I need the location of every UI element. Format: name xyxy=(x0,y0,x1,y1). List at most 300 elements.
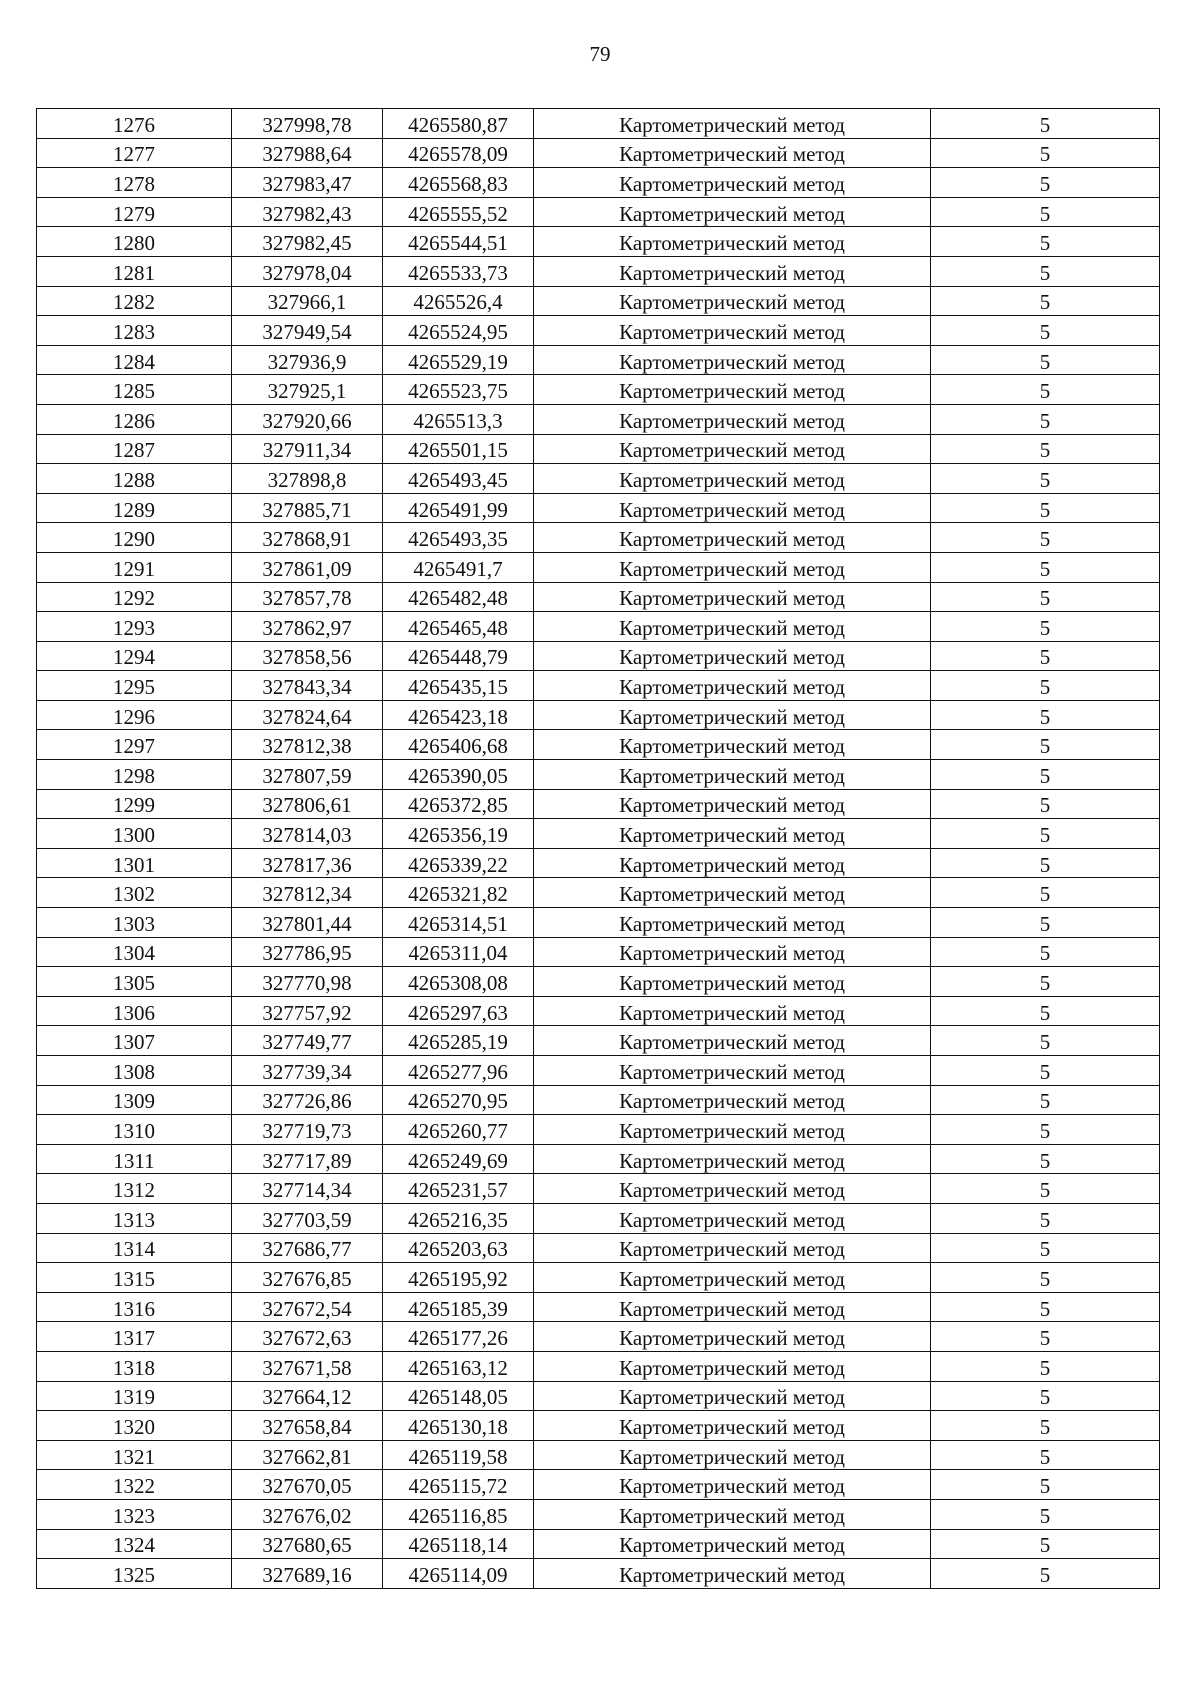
x-coordinate-cell: 327988,64 xyxy=(232,138,383,168)
point-number-cell: 1307 xyxy=(37,1026,232,1056)
x-coordinate-cell: 327757,92 xyxy=(232,996,383,1026)
value-cell: 5 xyxy=(931,493,1160,523)
x-coordinate-cell: 327966,1 xyxy=(232,286,383,316)
point-number-cell: 1293 xyxy=(37,612,232,642)
x-coordinate-cell: 327925,1 xyxy=(232,375,383,405)
value-cell: 5 xyxy=(931,1056,1160,1086)
method-cell: Картометрический метод xyxy=(534,937,931,967)
table-row xyxy=(37,996,1160,1026)
table-row xyxy=(37,1411,1160,1441)
method-cell: Картометрический метод xyxy=(534,641,931,671)
value-cell: 5 xyxy=(931,582,1160,612)
page-number: 79 xyxy=(589,42,611,66)
x-coordinate-cell: 327739,34 xyxy=(232,1056,383,1086)
method-cell: Картометрический метод xyxy=(534,1292,931,1322)
table-row xyxy=(37,109,1160,139)
method-cell: Картометрический метод xyxy=(534,878,931,908)
x-coordinate-cell: 327658,84 xyxy=(232,1411,383,1441)
point-number-cell: 1296 xyxy=(37,700,232,730)
value-cell: 5 xyxy=(931,612,1160,642)
value-cell: 5 xyxy=(931,996,1160,1026)
table-row xyxy=(37,493,1160,523)
method-cell: Картометрический метод xyxy=(534,1263,931,1293)
table-row xyxy=(37,1026,1160,1056)
method-cell: Картометрический метод xyxy=(534,168,931,198)
point-number-cell: 1295 xyxy=(37,671,232,701)
y-coordinate-cell: 4265448,79 xyxy=(383,641,534,671)
method-cell: Картометрический метод xyxy=(534,1411,931,1441)
y-coordinate-cell: 4265130,18 xyxy=(383,1411,534,1441)
method-cell: Картометрический метод xyxy=(534,1056,931,1086)
point-number-cell: 1319 xyxy=(37,1381,232,1411)
value-cell: 5 xyxy=(931,1499,1160,1529)
x-coordinate-cell: 327982,43 xyxy=(232,197,383,227)
point-number-cell: 1322 xyxy=(37,1470,232,1500)
value-cell: 5 xyxy=(931,345,1160,375)
table-row xyxy=(37,908,1160,938)
point-number-cell: 1310 xyxy=(37,1115,232,1145)
x-coordinate-cell: 327676,02 xyxy=(232,1499,383,1529)
value-cell: 5 xyxy=(931,227,1160,257)
value-cell: 5 xyxy=(931,464,1160,494)
table-row xyxy=(37,1085,1160,1115)
point-number-cell: 1277 xyxy=(37,138,232,168)
table-row xyxy=(37,138,1160,168)
x-coordinate-cell: 327676,85 xyxy=(232,1263,383,1293)
point-number-cell: 1316 xyxy=(37,1292,232,1322)
x-coordinate-cell: 327920,66 xyxy=(232,404,383,434)
table-row xyxy=(37,1440,1160,1470)
method-cell: Картометрический метод xyxy=(534,1233,931,1263)
value-cell: 5 xyxy=(931,1233,1160,1263)
table-row xyxy=(37,612,1160,642)
point-number-cell: 1283 xyxy=(37,316,232,346)
value-cell: 5 xyxy=(931,848,1160,878)
value-cell: 5 xyxy=(931,375,1160,405)
point-number-cell: 1304 xyxy=(37,937,232,967)
method-cell: Картометрический метод xyxy=(534,345,931,375)
y-coordinate-cell: 4265311,04 xyxy=(383,937,534,967)
method-cell: Картометрический метод xyxy=(534,138,931,168)
x-coordinate-cell: 327786,95 xyxy=(232,937,383,967)
value-cell: 5 xyxy=(931,1026,1160,1056)
y-coordinate-cell: 4265116,85 xyxy=(383,1499,534,1529)
table-row xyxy=(37,1292,1160,1322)
value-cell: 5 xyxy=(931,1381,1160,1411)
y-coordinate-cell: 4265216,35 xyxy=(383,1203,534,1233)
method-cell: Картометрический метод xyxy=(534,1203,931,1233)
x-coordinate-cell: 327670,05 xyxy=(232,1470,383,1500)
y-coordinate-cell: 4265115,72 xyxy=(383,1470,534,1500)
x-coordinate-cell: 327862,97 xyxy=(232,612,383,642)
table-row xyxy=(37,523,1160,553)
method-cell: Картометрический метод xyxy=(534,730,931,760)
y-coordinate-cell: 4265513,3 xyxy=(383,404,534,434)
y-coordinate-cell: 4265177,26 xyxy=(383,1322,534,1352)
point-number-cell: 1298 xyxy=(37,760,232,790)
value-cell: 5 xyxy=(931,138,1160,168)
x-coordinate-cell: 327983,47 xyxy=(232,168,383,198)
x-coordinate-cell: 327680,65 xyxy=(232,1529,383,1559)
value-cell: 5 xyxy=(931,1115,1160,1145)
method-cell: Картометрический метод xyxy=(534,1470,931,1500)
x-coordinate-cell: 327817,36 xyxy=(232,848,383,878)
method-cell: Картометрический метод xyxy=(534,227,931,257)
method-cell: Картометрический метод xyxy=(534,1351,931,1381)
y-coordinate-cell: 4265501,15 xyxy=(383,434,534,464)
x-coordinate-cell: 327812,34 xyxy=(232,878,383,908)
point-number-cell: 1323 xyxy=(37,1499,232,1529)
table-row xyxy=(37,197,1160,227)
method-cell: Картометрический метод xyxy=(534,1144,931,1174)
method-cell: Картометрический метод xyxy=(534,286,931,316)
x-coordinate-cell: 327671,58 xyxy=(232,1351,383,1381)
method-cell: Картометрический метод xyxy=(534,316,931,346)
table-row xyxy=(37,1115,1160,1145)
method-cell: Картометрический метод xyxy=(534,582,931,612)
value-cell: 5 xyxy=(931,819,1160,849)
point-number-cell: 1320 xyxy=(37,1411,232,1441)
table-row xyxy=(37,375,1160,405)
y-coordinate-cell: 4265249,69 xyxy=(383,1144,534,1174)
point-number-cell: 1297 xyxy=(37,730,232,760)
value-cell: 5 xyxy=(931,1322,1160,1352)
x-coordinate-cell: 327672,63 xyxy=(232,1322,383,1352)
point-number-cell: 1306 xyxy=(37,996,232,1026)
table-row xyxy=(37,819,1160,849)
value-cell: 5 xyxy=(931,908,1160,938)
method-cell: Картометрический метод xyxy=(534,523,931,553)
value-cell: 5 xyxy=(931,256,1160,286)
x-coordinate-cell: 327858,56 xyxy=(232,641,383,671)
point-number-cell: 1305 xyxy=(37,967,232,997)
point-number-cell: 1284 xyxy=(37,345,232,375)
table-row xyxy=(37,1351,1160,1381)
table-row xyxy=(37,1263,1160,1293)
y-coordinate-cell: 4265260,77 xyxy=(383,1115,534,1145)
y-coordinate-cell: 4265195,92 xyxy=(383,1263,534,1293)
y-coordinate-cell: 4265372,85 xyxy=(383,789,534,819)
y-coordinate-cell: 4265321,82 xyxy=(383,878,534,908)
value-cell: 5 xyxy=(931,1529,1160,1559)
method-cell: Картометрический метод xyxy=(534,109,931,139)
table-row xyxy=(37,1174,1160,1204)
value-cell: 5 xyxy=(931,730,1160,760)
value-cell: 5 xyxy=(931,1411,1160,1441)
x-coordinate-cell: 327717,89 xyxy=(232,1144,383,1174)
point-number-cell: 1317 xyxy=(37,1322,232,1352)
method-cell: Картометрический метод xyxy=(534,819,931,849)
x-coordinate-cell: 327801,44 xyxy=(232,908,383,938)
point-number-cell: 1288 xyxy=(37,464,232,494)
y-coordinate-cell: 4265493,45 xyxy=(383,464,534,494)
point-number-cell: 1291 xyxy=(37,552,232,582)
table-row xyxy=(37,1381,1160,1411)
x-coordinate-cell: 327664,12 xyxy=(232,1381,383,1411)
point-number-cell: 1312 xyxy=(37,1174,232,1204)
value-cell: 5 xyxy=(931,434,1160,464)
method-cell: Картометрический метод xyxy=(534,671,931,701)
table-row xyxy=(37,464,1160,494)
y-coordinate-cell: 4265406,68 xyxy=(383,730,534,760)
y-coordinate-cell: 4265491,99 xyxy=(383,493,534,523)
table-row xyxy=(37,434,1160,464)
y-coordinate-cell: 4265390,05 xyxy=(383,760,534,790)
point-number-cell: 1302 xyxy=(37,878,232,908)
method-cell: Картометрический метод xyxy=(534,1529,931,1559)
point-number-cell: 1300 xyxy=(37,819,232,849)
y-coordinate-cell: 4265118,14 xyxy=(383,1529,534,1559)
method-cell: Картометрический метод xyxy=(534,404,931,434)
coordinates-table-body xyxy=(37,109,1160,1589)
point-number-cell: 1324 xyxy=(37,1529,232,1559)
table-row xyxy=(37,345,1160,375)
value-cell: 5 xyxy=(931,700,1160,730)
x-coordinate-cell: 327770,98 xyxy=(232,967,383,997)
x-coordinate-cell: 327885,71 xyxy=(232,493,383,523)
x-coordinate-cell: 327857,78 xyxy=(232,582,383,612)
method-cell: Картометрический метод xyxy=(534,552,931,582)
value-cell: 5 xyxy=(931,1144,1160,1174)
x-coordinate-cell: 327998,78 xyxy=(232,109,383,139)
y-coordinate-cell: 4265185,39 xyxy=(383,1292,534,1322)
method-cell: Картометрический метод xyxy=(534,256,931,286)
table-row xyxy=(37,848,1160,878)
value-cell: 5 xyxy=(931,1085,1160,1115)
value-cell: 5 xyxy=(931,1263,1160,1293)
method-cell: Картометрический метод xyxy=(534,612,931,642)
value-cell: 5 xyxy=(931,404,1160,434)
y-coordinate-cell: 4265423,18 xyxy=(383,700,534,730)
x-coordinate-cell: 327812,38 xyxy=(232,730,383,760)
value-cell: 5 xyxy=(931,552,1160,582)
point-number-cell: 1278 xyxy=(37,168,232,198)
x-coordinate-cell: 327868,91 xyxy=(232,523,383,553)
value-cell: 5 xyxy=(931,1470,1160,1500)
table-row xyxy=(37,552,1160,582)
table-row xyxy=(37,1322,1160,1352)
x-coordinate-cell: 327978,04 xyxy=(232,256,383,286)
table-row xyxy=(37,641,1160,671)
x-coordinate-cell: 327662,81 xyxy=(232,1440,383,1470)
value-cell: 5 xyxy=(931,286,1160,316)
method-cell: Картометрический метод xyxy=(534,434,931,464)
method-cell: Картометрический метод xyxy=(534,493,931,523)
x-coordinate-cell: 327824,64 xyxy=(232,700,383,730)
x-coordinate-cell: 327843,34 xyxy=(232,671,383,701)
method-cell: Картометрический метод xyxy=(534,848,931,878)
point-number-cell: 1281 xyxy=(37,256,232,286)
y-coordinate-cell: 4265339,22 xyxy=(383,848,534,878)
table-row xyxy=(37,730,1160,760)
point-number-cell: 1279 xyxy=(37,197,232,227)
table-row xyxy=(37,404,1160,434)
table-row xyxy=(37,286,1160,316)
x-coordinate-cell: 327807,59 xyxy=(232,760,383,790)
value-cell: 5 xyxy=(931,789,1160,819)
table-row xyxy=(37,760,1160,790)
value-cell: 5 xyxy=(931,316,1160,346)
point-number-cell: 1301 xyxy=(37,848,232,878)
table-row xyxy=(37,1144,1160,1174)
table-row xyxy=(37,878,1160,908)
table-row xyxy=(37,316,1160,346)
table-row xyxy=(37,256,1160,286)
point-number-cell: 1289 xyxy=(37,493,232,523)
point-number-cell: 1318 xyxy=(37,1351,232,1381)
table-row xyxy=(37,1529,1160,1559)
table-row xyxy=(37,1499,1160,1529)
method-cell: Картометрический метод xyxy=(534,464,931,494)
table-row xyxy=(37,1233,1160,1263)
table-row xyxy=(37,1203,1160,1233)
point-number-cell: 1309 xyxy=(37,1085,232,1115)
y-coordinate-cell: 4265578,09 xyxy=(383,138,534,168)
value-cell: 5 xyxy=(931,671,1160,701)
value-cell: 5 xyxy=(931,1292,1160,1322)
y-coordinate-cell: 4265526,4 xyxy=(383,286,534,316)
method-cell: Картометрический метод xyxy=(534,1499,931,1529)
x-coordinate-cell: 327949,54 xyxy=(232,316,383,346)
method-cell: Картометрический метод xyxy=(534,375,931,405)
y-coordinate-cell: 4265568,83 xyxy=(383,168,534,198)
y-coordinate-cell: 4265308,08 xyxy=(383,967,534,997)
value-cell: 5 xyxy=(931,878,1160,908)
value-cell: 5 xyxy=(931,1559,1160,1589)
y-coordinate-cell: 4265555,52 xyxy=(383,197,534,227)
y-coordinate-cell: 4265544,51 xyxy=(383,227,534,257)
table-row xyxy=(37,1056,1160,1086)
y-coordinate-cell: 4265277,96 xyxy=(383,1056,534,1086)
method-cell: Картометрический метод xyxy=(534,1381,931,1411)
value-cell: 5 xyxy=(931,109,1160,139)
y-coordinate-cell: 4265297,63 xyxy=(383,996,534,1026)
y-coordinate-cell: 4265314,51 xyxy=(383,908,534,938)
value-cell: 5 xyxy=(931,967,1160,997)
method-cell: Картометрический метод xyxy=(534,197,931,227)
x-coordinate-cell: 327719,73 xyxy=(232,1115,383,1145)
y-coordinate-cell: 4265523,75 xyxy=(383,375,534,405)
y-coordinate-cell: 4265231,57 xyxy=(383,1174,534,1204)
point-number-cell: 1325 xyxy=(37,1559,232,1589)
table-row xyxy=(37,582,1160,612)
table-row xyxy=(37,967,1160,997)
point-number-cell: 1285 xyxy=(37,375,232,405)
x-coordinate-cell: 327714,34 xyxy=(232,1174,383,1204)
value-cell: 5 xyxy=(931,641,1160,671)
y-coordinate-cell: 4265119,58 xyxy=(383,1440,534,1470)
x-coordinate-cell: 327703,59 xyxy=(232,1203,383,1233)
x-coordinate-cell: 327726,86 xyxy=(232,1085,383,1115)
y-coordinate-cell: 4265435,15 xyxy=(383,671,534,701)
point-number-cell: 1280 xyxy=(37,227,232,257)
point-number-cell: 1303 xyxy=(37,908,232,938)
y-coordinate-cell: 4265491,7 xyxy=(383,552,534,582)
x-coordinate-cell: 327689,16 xyxy=(232,1559,383,1589)
point-number-cell: 1311 xyxy=(37,1144,232,1174)
method-cell: Картометрический метод xyxy=(534,1440,931,1470)
table-row xyxy=(37,1559,1160,1589)
table-row xyxy=(37,227,1160,257)
x-coordinate-cell: 327898,8 xyxy=(232,464,383,494)
point-number-cell: 1287 xyxy=(37,434,232,464)
method-cell: Картометрический метод xyxy=(534,1115,931,1145)
x-coordinate-cell: 327982,45 xyxy=(232,227,383,257)
y-coordinate-cell: 4265270,95 xyxy=(383,1085,534,1115)
method-cell: Картометрический метод xyxy=(534,1322,931,1352)
method-cell: Картометрический метод xyxy=(534,700,931,730)
table-row xyxy=(37,700,1160,730)
y-coordinate-cell: 4265114,09 xyxy=(383,1559,534,1589)
y-coordinate-cell: 4265580,87 xyxy=(383,109,534,139)
table-row xyxy=(37,1470,1160,1500)
point-number-cell: 1292 xyxy=(37,582,232,612)
method-cell: Картометрический метод xyxy=(534,1085,931,1115)
y-coordinate-cell: 4265493,35 xyxy=(383,523,534,553)
value-cell: 5 xyxy=(931,1351,1160,1381)
point-number-cell: 1315 xyxy=(37,1263,232,1293)
coordinates-table xyxy=(36,108,1160,1589)
y-coordinate-cell: 4265148,05 xyxy=(383,1381,534,1411)
point-number-cell: 1308 xyxy=(37,1056,232,1086)
point-number-cell: 1313 xyxy=(37,1203,232,1233)
x-coordinate-cell: 327861,09 xyxy=(232,552,383,582)
method-cell: Картометрический метод xyxy=(534,1174,931,1204)
table-row xyxy=(37,937,1160,967)
x-coordinate-cell: 327672,54 xyxy=(232,1292,383,1322)
value-cell: 5 xyxy=(931,168,1160,198)
x-coordinate-cell: 327749,77 xyxy=(232,1026,383,1056)
y-coordinate-cell: 4265482,48 xyxy=(383,582,534,612)
method-cell: Картометрический метод xyxy=(534,1559,931,1589)
point-number-cell: 1276 xyxy=(37,109,232,139)
value-cell: 5 xyxy=(931,1174,1160,1204)
value-cell: 5 xyxy=(931,1440,1160,1470)
method-cell: Картометрический метод xyxy=(534,996,931,1026)
point-number-cell: 1290 xyxy=(37,523,232,553)
y-coordinate-cell: 4265285,19 xyxy=(383,1026,534,1056)
x-coordinate-cell: 327936,9 xyxy=(232,345,383,375)
x-coordinate-cell: 327814,03 xyxy=(232,819,383,849)
table-row xyxy=(37,671,1160,701)
method-cell: Картометрический метод xyxy=(534,760,931,790)
y-coordinate-cell: 4265529,19 xyxy=(383,345,534,375)
point-number-cell: 1282 xyxy=(37,286,232,316)
table-row xyxy=(37,168,1160,198)
value-cell: 5 xyxy=(931,197,1160,227)
point-number-cell: 1321 xyxy=(37,1440,232,1470)
method-cell: Картометрический метод xyxy=(534,908,931,938)
value-cell: 5 xyxy=(931,523,1160,553)
value-cell: 5 xyxy=(931,760,1160,790)
y-coordinate-cell: 4265524,95 xyxy=(383,316,534,346)
y-coordinate-cell: 4265163,12 xyxy=(383,1351,534,1381)
y-coordinate-cell: 4265203,63 xyxy=(383,1233,534,1263)
y-coordinate-cell: 4265465,48 xyxy=(383,612,534,642)
x-coordinate-cell: 327911,34 xyxy=(232,434,383,464)
x-coordinate-cell: 327806,61 xyxy=(232,789,383,819)
y-coordinate-cell: 4265533,73 xyxy=(383,256,534,286)
method-cell: Картометрический метод xyxy=(534,789,931,819)
x-coordinate-cell: 327686,77 xyxy=(232,1233,383,1263)
y-coordinate-cell: 4265356,19 xyxy=(383,819,534,849)
method-cell: Картометрический метод xyxy=(534,967,931,997)
point-number-cell: 1294 xyxy=(37,641,232,671)
value-cell: 5 xyxy=(931,937,1160,967)
value-cell: 5 xyxy=(931,1203,1160,1233)
point-number-cell: 1299 xyxy=(37,789,232,819)
point-number-cell: 1314 xyxy=(37,1233,232,1263)
